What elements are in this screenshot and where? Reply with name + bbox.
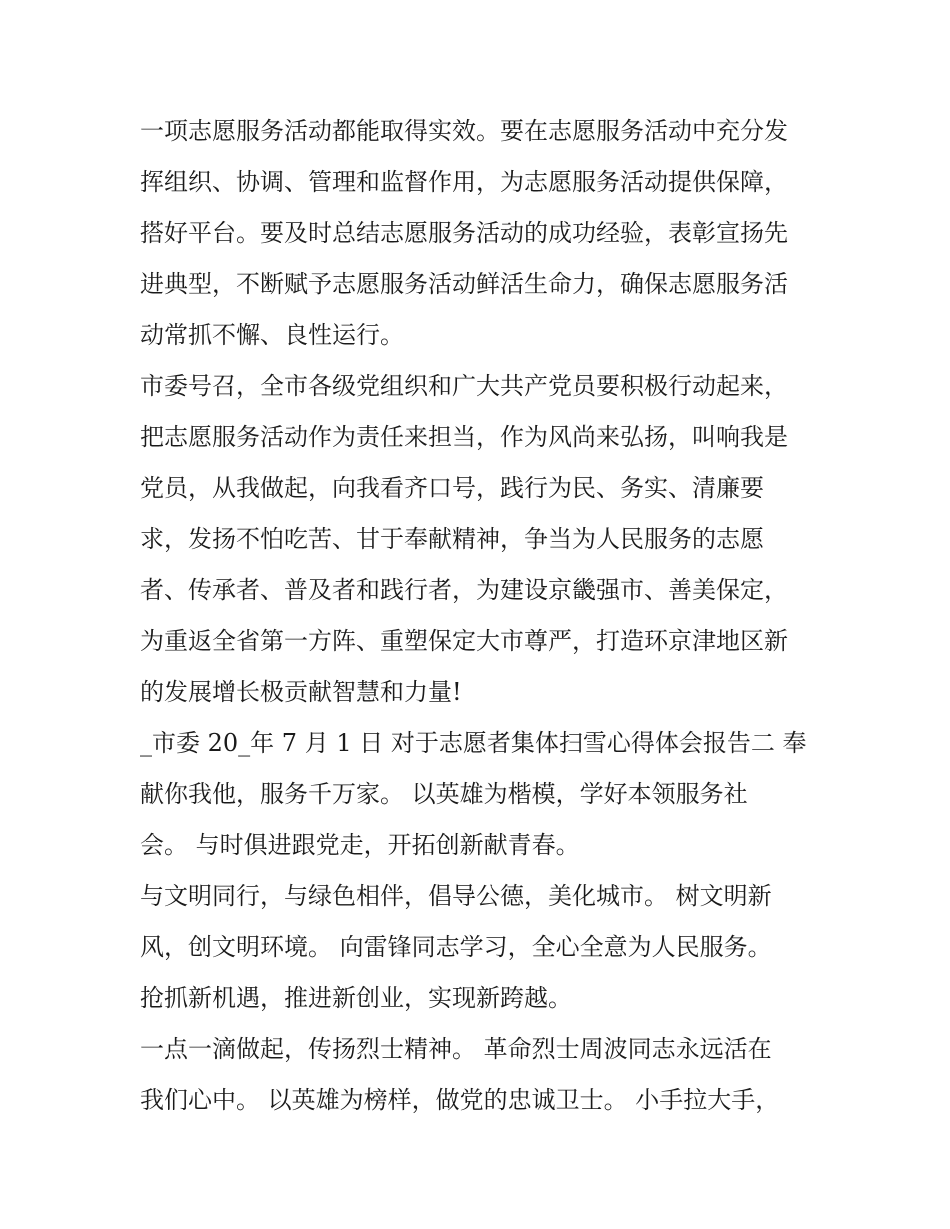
text-line: _市委 20_年 7 月 1 日 对于志愿者集体扫雪心得体会报告二 奉 — [140, 729, 807, 757]
text-line: 动常抓不懈、良性运行。 — [140, 321, 404, 349]
text-line: 一点一滴做起，传扬烈士精神。 革命烈士周波同志永远活在 — [140, 1035, 772, 1063]
text-line: 搭好平台。要及时总结志愿服务活动的成功经验，表彰宣扬先 — [140, 219, 788, 247]
document-body — [140, 106, 820, 1126]
text-line: 的发展增长极贡献智慧和力量! — [140, 678, 462, 706]
text-line: 把志愿服务活动作为责任来担当，作为风尚来弘扬，叫响我是 — [140, 423, 788, 451]
text-line: 一项志愿服务活动都能取得实效。要在志愿服务活动中充分发 — [140, 117, 788, 145]
text-line: 市委号召，全市各级党组织和广大共产党员要积极行动起来， — [140, 372, 788, 400]
text-line: 献你我他，服务千万家。 以英雄为楷模，学好本领服务社 — [140, 780, 748, 808]
text-line: 求，发扬不怕吃苦、甘于奉献精神，争当为人民服务的志愿 — [140, 525, 764, 553]
text-line: 与文明同行，与绿色相伴，倡导公德，美化城市。 树文明新 — [140, 882, 772, 910]
text-line: 进典型，不断赋予志愿服务活动鲜活生命力，确保志愿服务活 — [140, 270, 788, 298]
text-line: 党员，从我做起，向我看齐口号，践行为民、务实、清廉要 — [140, 474, 764, 502]
text-line: 为重返全省第一方阵、重塑保定大市尊严，打造环京津地区新 — [140, 627, 788, 655]
text-line: 者、传承者、普及者和践行者，为建设京畿强市、善美保定， — [140, 576, 788, 604]
text-line: 会。 与时俱进跟党走，开拓创新献青春。 — [140, 831, 580, 859]
text-line: 抢抓新机遇，推进新创业，实现新跨越。 — [140, 984, 572, 1012]
text-line: 风，创文明环境。 向雷锋同志学习，全心全意为人民服务。 — [140, 933, 772, 961]
text-line: 挥组织、协调、管理和监督作用，为志愿服务活动提供保障， — [140, 168, 788, 196]
text-line: 我们心中。 以英雄为榜样，做党的忠诚卫士。 小手拉大手， — [140, 1086, 780, 1114]
